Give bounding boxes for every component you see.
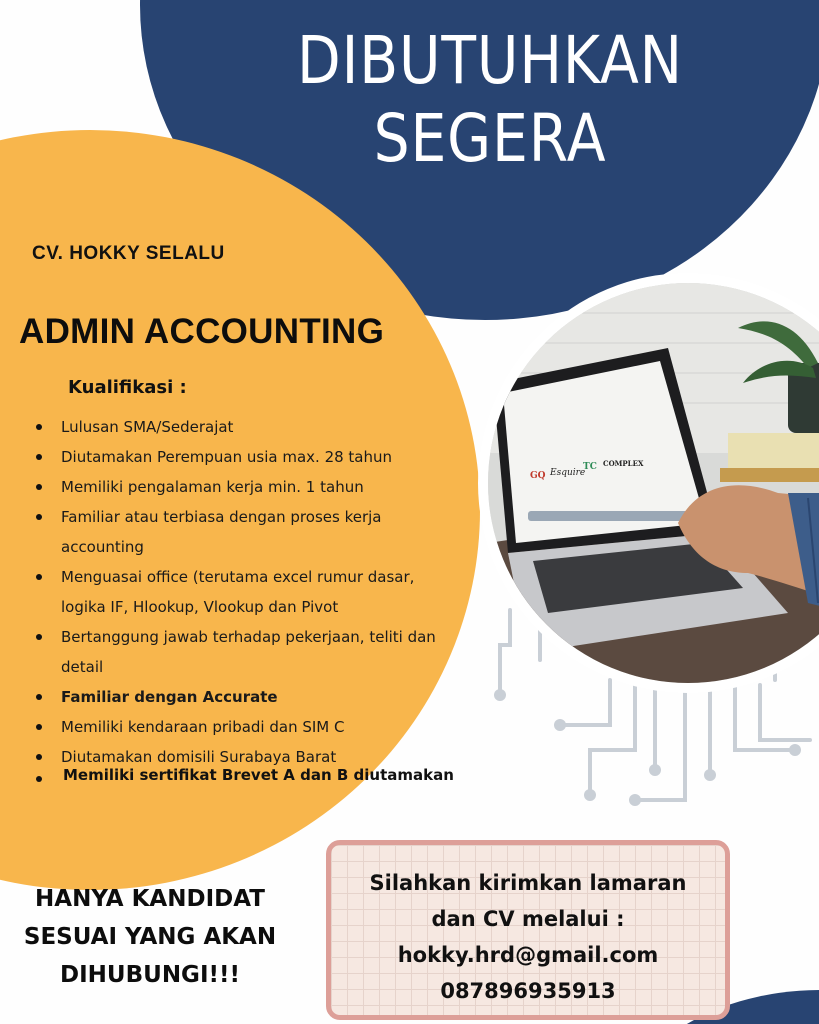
list-item: Diutamakan Perempuan usia max. 28 tahun (36, 442, 476, 472)
qualifications-list (36, 412, 476, 772)
notice-line-1: HANYA KANDIDAT (35, 886, 265, 912)
bullet-icon (36, 574, 42, 580)
company-name: CV. HOKKY SELALU (32, 243, 225, 264)
screen-logo-complex: COMPLEX (603, 459, 644, 468)
bullet-icon (36, 694, 42, 700)
list-item: Memiliki kendaraan pribadi dan SIM C (36, 712, 476, 742)
contact-line-2: dan CV melalui : (431, 907, 625, 931)
screen-logo-tc: TC (583, 462, 597, 472)
screen-logo-gq: GQ (530, 471, 546, 481)
list-item: Familiar dengan Accurate (36, 682, 476, 712)
contact-line-1: Silahkan kirimkan lamaran (369, 871, 687, 895)
notice-line-2: SESUAI YANG AKAN (23, 924, 277, 950)
notice-line-3: DIHUBUNGI!!! (60, 962, 240, 988)
list-item: Menguasai office (terutama excel rumur dasar, logika IF, Hlookup, Vlookup dan Pivot (36, 562, 461, 622)
headline-line-1: DIBUTUHKAN (297, 22, 683, 99)
contact-phone[interactable]: 087896935913 (440, 979, 616, 1003)
headline (266, 22, 713, 178)
list-item: Diutamakan domisili Surabaya Barat (36, 742, 476, 772)
contact-text (331, 865, 725, 1009)
contact-notice (0, 880, 300, 994)
contact-box (326, 840, 730, 1020)
qualifications-title: Kualifikasi : (68, 377, 187, 398)
headline-line-2: SEGERA (373, 100, 607, 177)
bullet-icon (36, 776, 42, 782)
bullet-icon (36, 484, 42, 490)
bullet-icon (36, 514, 42, 520)
list-item: Lulusan SMA/Sederajat (36, 412, 476, 442)
extra-qualification: Memiliki sertifikat Brevet A dan B diutamakan (36, 766, 454, 784)
bullet-icon (36, 454, 42, 460)
list-item: Memiliki pengalaman kerja min. 1 tahun (36, 472, 476, 502)
bullet-icon (36, 634, 42, 640)
list-item: Bertanggung jawab terhadap pekerjaan, teliti dan detail (36, 622, 481, 682)
bullet-icon (36, 754, 42, 760)
job-title: ADMIN ACCOUNTING (19, 312, 385, 351)
bullet-icon (36, 724, 42, 730)
list-item: Familiar atau terbiasa dengan proses kerja accounting (36, 502, 441, 562)
screen-logo-esquire: Esquire (550, 468, 586, 478)
contact-email[interactable]: hokky.hrd@gmail.com (397, 943, 659, 967)
bullet-icon (36, 424, 42, 430)
